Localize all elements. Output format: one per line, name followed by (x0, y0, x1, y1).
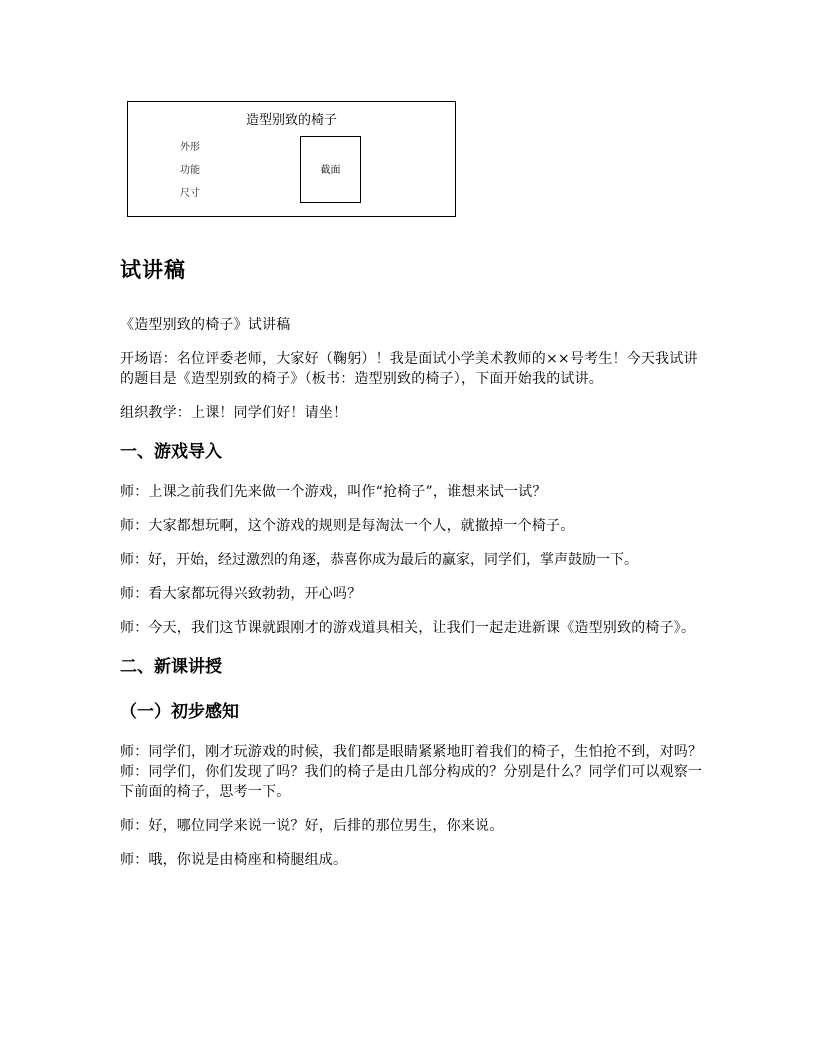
blackboard-diagram (127, 101, 456, 217)
paragraph: 师：今天，我们这节课就跟刚才的游戏道具相关，让我们一起走进新课《造型别致的椅子》。 (120, 620, 696, 636)
board-item-size: 尺寸 (180, 188, 200, 199)
organize-paragraph: 组织教学：上课！同学们好！请坐！ (120, 405, 348, 421)
subsection-heading-perception: （一）初步感知 (120, 702, 239, 722)
board-box-label: 截面 (320, 165, 341, 176)
board-title: 造型别致的椅子 (245, 113, 337, 128)
board-item-shape: 外形 (180, 142, 200, 153)
board-item-function: 功能 (180, 165, 200, 176)
section-heading-new-lesson: 二、新课讲授 (120, 657, 222, 677)
paragraph: 师：上课之前我们先来做一个游戏，叫作“抢椅子”，谁想来试一试？ (120, 484, 547, 500)
opening-paragraph: 开场语：名位评委老师，大家好（鞠躬）！我是面试小学美术教师的××号考生！今天我试讲的题目是《造型别致的椅子》（板书：造型别致的椅子），下面开始我的试讲。 (120, 351, 698, 387)
board-image-box (300, 136, 361, 203)
paragraph: 师：好，开始，经过激烈的角逐，恭喜你成为最后的赢家，同学们，掌声鼓励一下。 (120, 552, 638, 568)
paragraph: 师：看大家都玩得兴致勃勃，开心吗？ (120, 586, 362, 602)
document-body (120, 254, 710, 884)
section-heading-game-intro: 一、游戏导入 (120, 442, 222, 462)
paragraph: 师：同学们，刚才玩游戏的时候，我们都是眼睛紧紧地盯着我们的椅子，生怕抢不到，对吗？师：同学们，你们发现了吗？我们的椅子是由几部分构成的？分别是什么？同学们可以观察一下前面的椅子，思考一下。 (120, 744, 703, 800)
paragraph: 师：哦，你说是由椅座和椅腿组成。 (120, 852, 348, 868)
document-subtitle: 《造型别致的椅子》试讲稿 (120, 317, 291, 333)
paragraph: 师：大家都想玩啊，这个游戏的规则是每淘汰一个人，就撤掉一个椅子。 (120, 518, 575, 534)
paragraph: 师：好，哪位同学来说一说？好，后排的那位男生，你来说。 (120, 818, 504, 834)
document-heading: 试讲稿 (120, 258, 186, 282)
